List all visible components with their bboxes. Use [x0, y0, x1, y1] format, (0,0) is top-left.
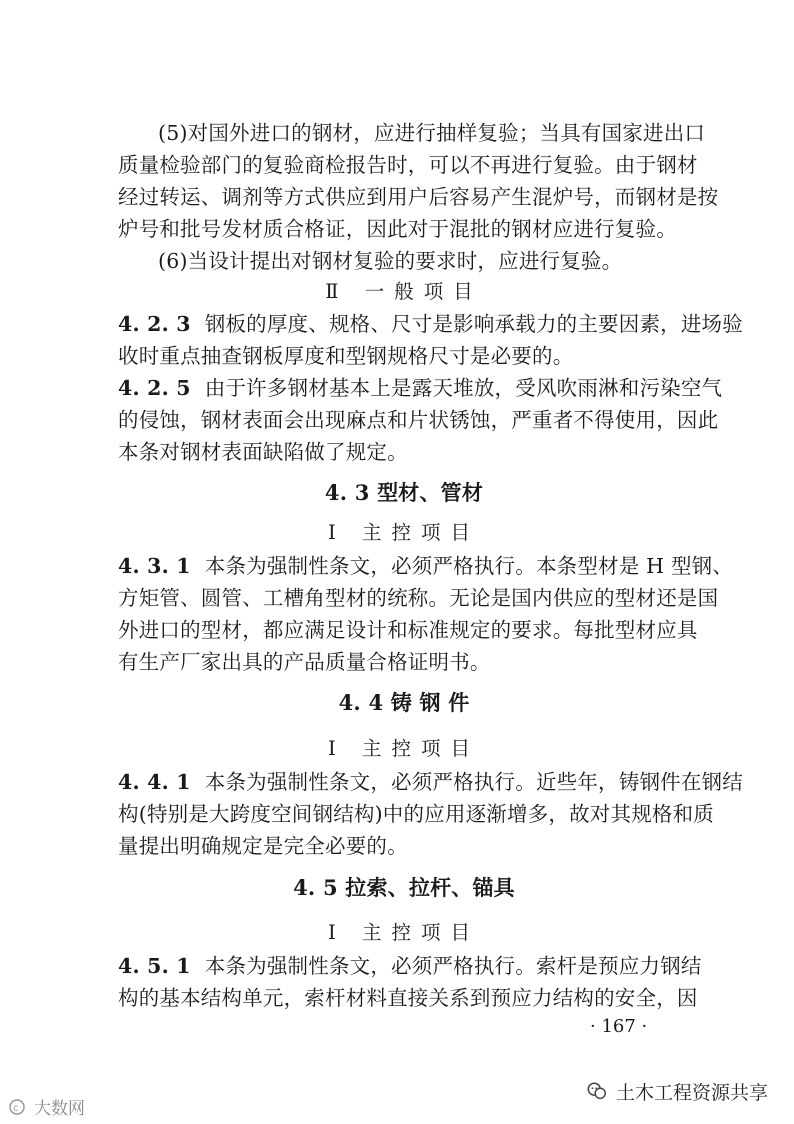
wechat-icon: [586, 1080, 608, 1102]
clause-number: 4. 3. 1: [118, 554, 191, 578]
clause-4-5-1-line-2: 构的基本结构单元，索杆材料直接关系到预应力结构的安全，因: [118, 986, 698, 1010]
clause-4-3-1-line-3: 外进口的型材，都应满足设计和标准规定的要求。每批型材应具: [118, 618, 698, 642]
section-4-3-heading: 4. 3 型材、管材: [324, 480, 484, 505]
paragraph-5-line-2: 质量检验部门的复验商检报告时，可以不再进行复验。由于钢材: [118, 153, 698, 177]
paragraph-5-line-4: 炉号和批号发材质合格证，因此对于混批的钢材应进行复验。: [118, 217, 677, 241]
section-4-4-subheading: Ⅰ 主控项目: [328, 737, 480, 760]
section-4-4-heading: 4. 4 铸 钢 件: [338, 690, 470, 715]
clause-4-4-1: [118, 767, 743, 797]
watermark-text: 土木工程资源共享: [616, 1081, 769, 1104]
clause-text: 本条为强制性条文，必须严格执行。索杆是预应力钢结: [204, 954, 702, 978]
clause-4-2-3-line-2: 收时重点抽查钢板厚度和型钢规格尺寸是必要的。: [118, 344, 574, 368]
watermark-logo-icon: [8, 1097, 34, 1117]
clause-4-2-5: [118, 373, 723, 403]
section-2-heading: Ⅱ 一般项目: [325, 280, 483, 303]
watermark-left: [8, 1094, 85, 1119]
clause-4-2-5-line-2: 的侵蚀，钢材表面会出现麻点和片状锈蚀，严重者不得使用，因此: [118, 408, 719, 432]
clause-4-4-1-line-3: 量提出明确规定是完全必要的。: [118, 834, 408, 858]
svg-text:c: c: [13, 1102, 19, 1114]
clause-text: 本条为强制性条文，必须严格执行。近些年，铸钢件在钢结: [204, 770, 743, 794]
clause-text: 本条为强制性条文，必须严格执行。本条型材是 H 型钢、: [204, 554, 734, 578]
section-4-5-heading: 4. 5 拉索、拉杆、锚具: [293, 875, 515, 900]
clause-number: 4. 2. 3: [118, 312, 191, 336]
clause-number: 4. 2. 5: [118, 376, 191, 400]
paragraph-6-line-1: (6)当设计提出对钢材复验的要求时，应进行复验。: [158, 249, 623, 273]
clause-number: 4. 5. 1: [118, 954, 191, 978]
clause-number: 4. 4. 1: [118, 770, 191, 794]
section-4-3-subheading: Ⅰ 主控项目: [328, 521, 480, 544]
clause-text: 钢板的厚度、规格、尺寸是影响承载力的主要因素，进场验: [204, 312, 743, 336]
clause-text: 由于许多钢材基本上是露天堆放，受风吹雨淋和污染空气: [204, 376, 723, 400]
watermark-right: [586, 1077, 768, 1105]
paragraph-5-line-1: (5)对国外进口的钢材，应进行抽样复验；当具有国家进出口: [158, 121, 706, 145]
clause-4-2-3: [118, 309, 743, 339]
clause-4-3-1: [118, 551, 734, 581]
clause-4-3-1-line-4: 有生产厂家出具的产品质量合格证明书。: [118, 650, 491, 674]
clause-4-3-1-line-2: 方矩管、圆管、工槽角型材的统称。无论是国内供应的型材还是国: [118, 586, 719, 610]
clause-4-4-1-line-2: 构(特别是大跨度空间钢结构)中的应用逐渐增多，故对其规格和质: [118, 802, 714, 826]
clause-4-2-5-line-3: 本条对钢材表面缺陷做了规定。: [118, 440, 408, 464]
clause-4-5-1: [118, 951, 702, 981]
page-number: · 167 ·: [590, 1016, 648, 1037]
watermark-left-text: 大数网: [34, 1099, 85, 1119]
section-4-5-subheading: Ⅰ 主控项目: [328, 921, 480, 944]
paragraph-5-line-3: 经过转运、调剂等方式供应到用户后容易产生混炉号，而钢材是按: [118, 185, 719, 209]
